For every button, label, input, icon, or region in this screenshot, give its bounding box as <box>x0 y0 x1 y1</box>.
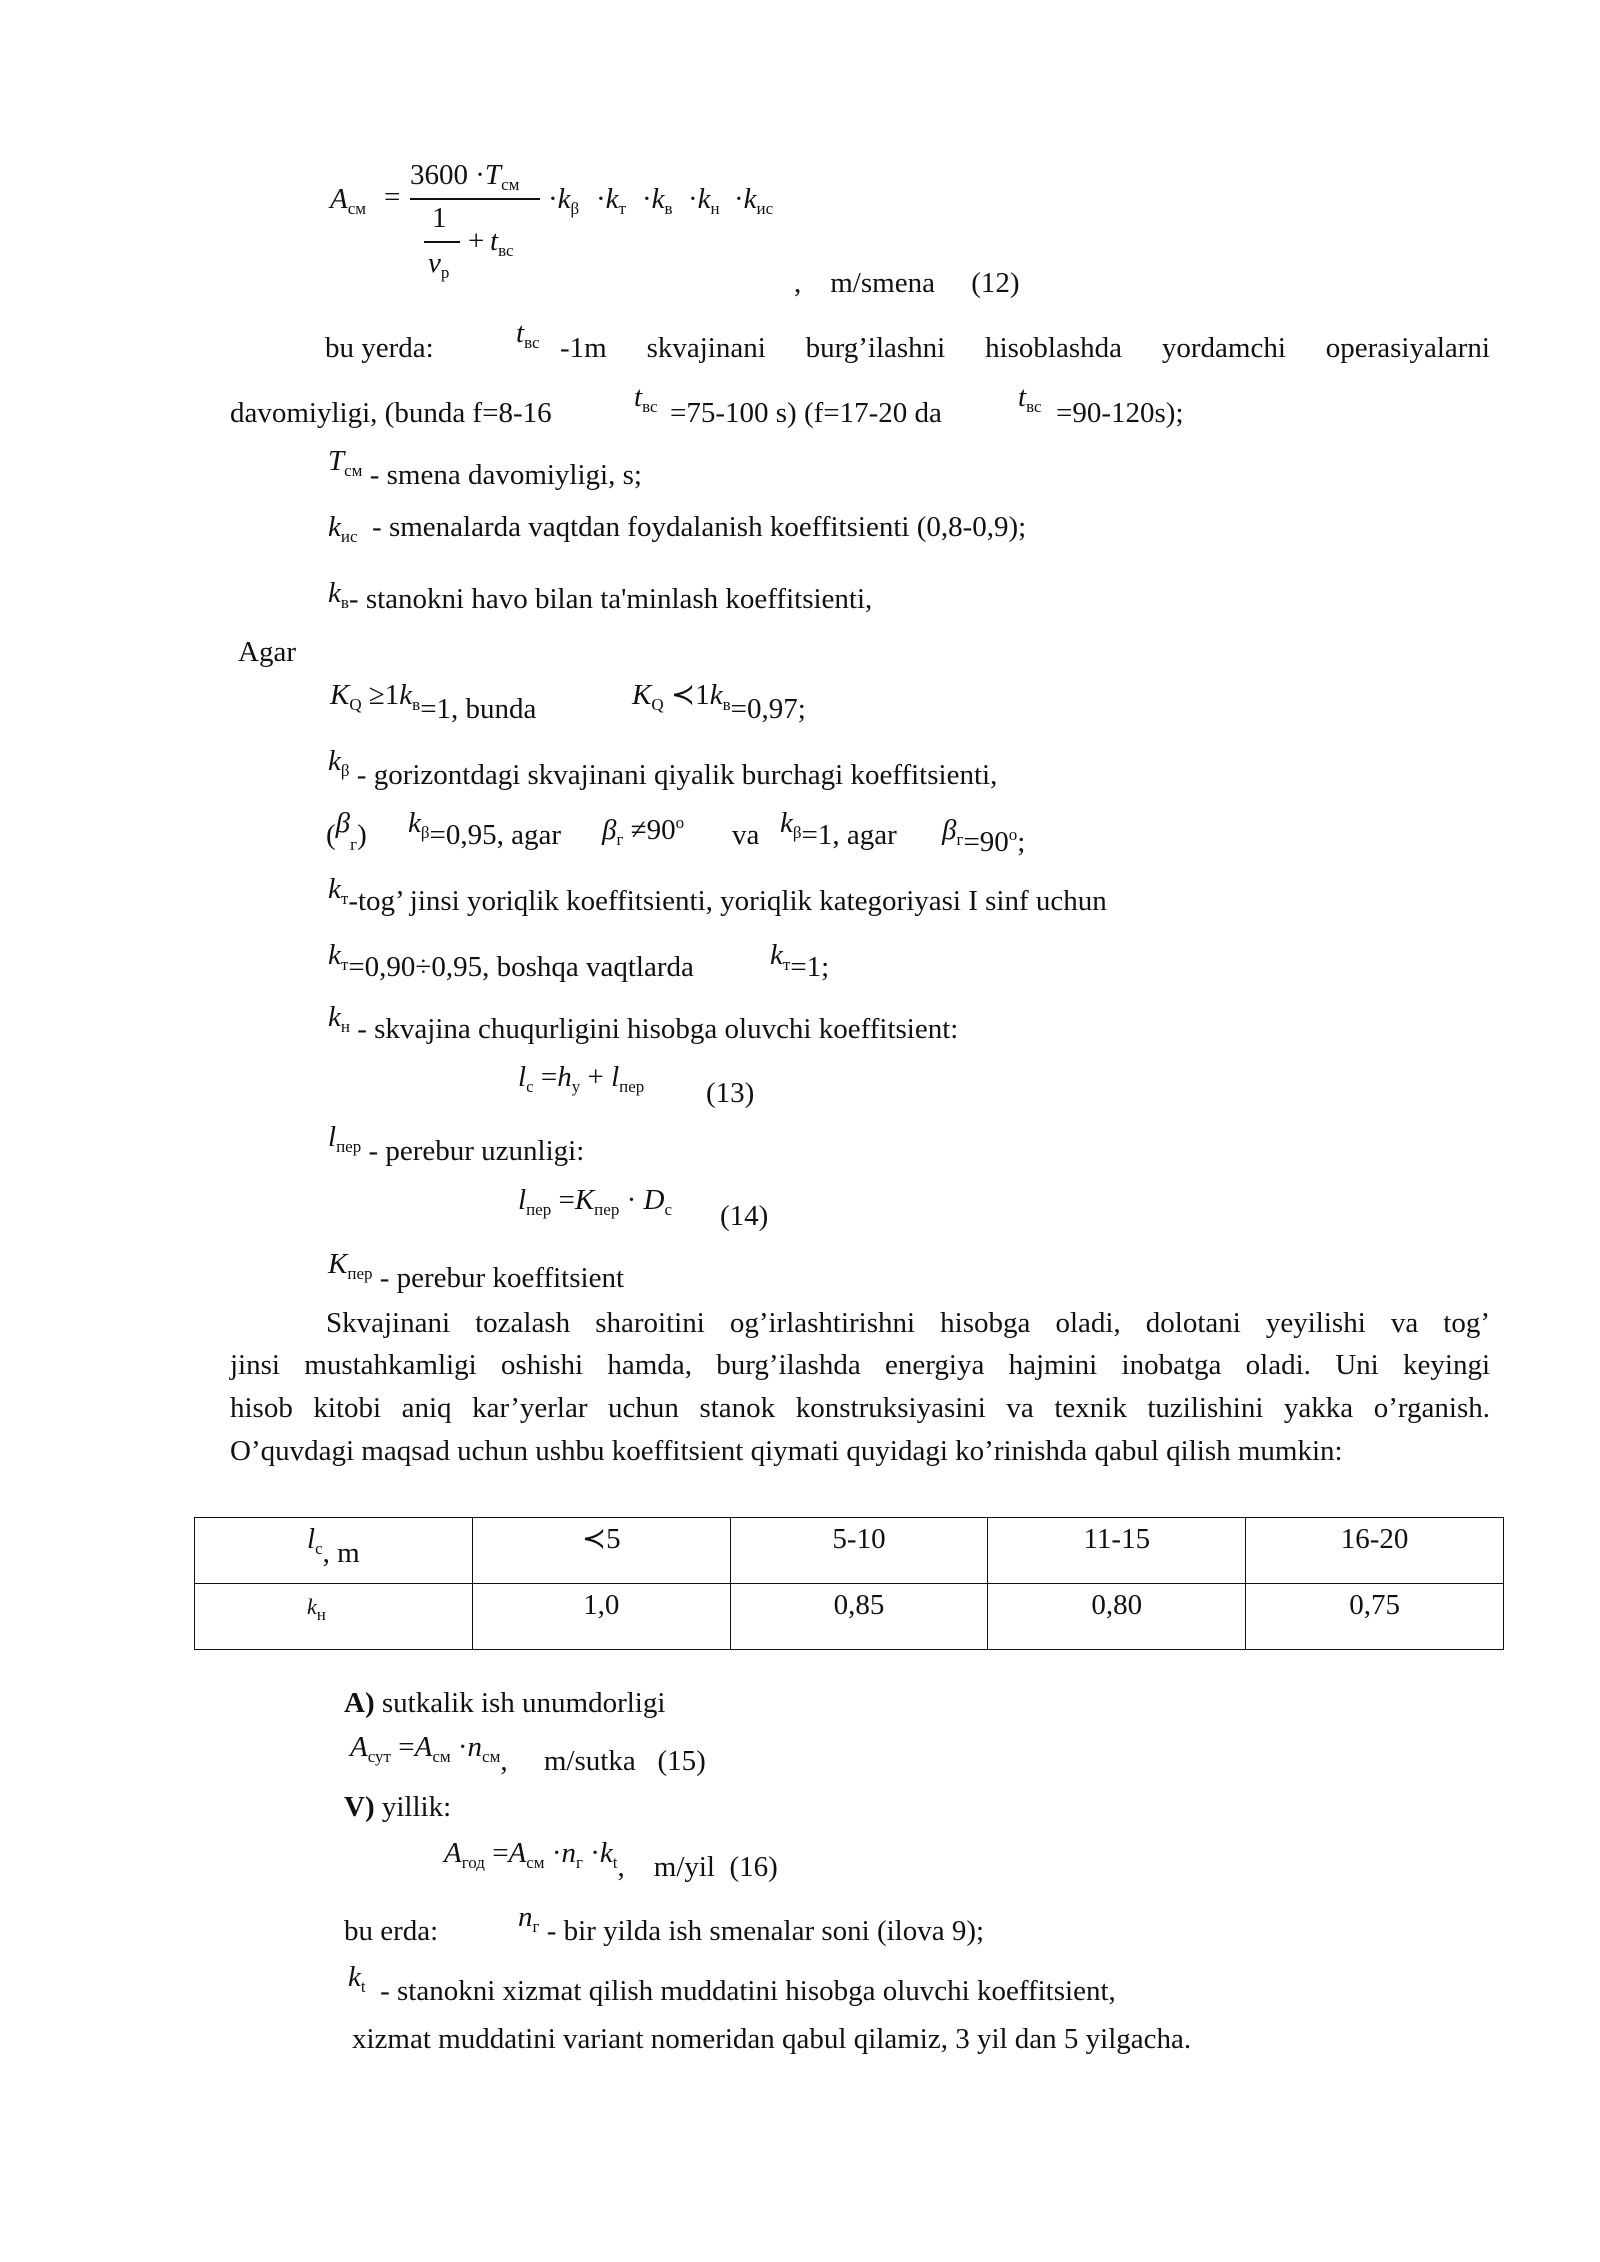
kb-line: $k_\beta$ - gorizontdagi skvajinani qiyalik burchagi koeffitsienti, <box>328 745 998 791</box>
label-bu-yerda: bu yerda: <box>325 332 434 364</box>
table-cell: 11-15 <box>988 1518 1246 1584</box>
formula-factor: $\cdot k_\beta$ <box>548 183 580 218</box>
tsm-line: $T_{см}$ - smena davomiyligi, s; <box>328 445 642 491</box>
kn-line: $k_н$ - skvajina chuqurligini hisobga oluvchi koeffitsient: <box>328 1001 959 1045</box>
formula-factor: $\cdot k_н$ <box>688 183 720 218</box>
var-tvs: $t_{вс}$ <box>634 381 658 416</box>
kb-one: $k_\beta=1$, agar <box>780 807 897 851</box>
kt-value-line: $k_т=0,90\div 0,95$, boshqa vaqtlarda <box>328 939 694 983</box>
kper-line: $K_{пер}$ - perebur koeffitsient <box>328 1248 625 1294</box>
formula-15: $A_{сут} =A_{см} \cdot n_{см}$, m/sutka (15) <box>350 1731 706 1777</box>
inner-fraction-bar <box>424 241 460 243</box>
table-cell: 0,80 <box>988 1584 1246 1650</box>
ng-line: $n_г$ - bir yilda ish smenalar soni (ilova 9); <box>518 1901 985 1947</box>
table-cell: 0,85 <box>730 1584 988 1650</box>
kv-line: $k_в-$ stanokni havo bilan ta'minlash koeffitsienti, <box>328 577 873 615</box>
var-tvs: $t_{вс}$ <box>516 317 540 352</box>
fraction-bar <box>410 198 540 200</box>
kq-condition-2: $K_Q$ $≺1k_в=0,97$; <box>632 679 806 725</box>
formula-13: $l_с =h_у + l_{пер}$ <box>518 1061 645 1096</box>
table-header-cell: $l_с$, m <box>195 1518 473 1584</box>
table-header-cell: $k_н$ <box>195 1584 473 1650</box>
paragraph-line: O’quvdagi maqsad uchun ushbu koeffitsient qiymati quyidagi ko’rinishda qabul qilish mumkin: <box>230 1435 1343 1467</box>
paragraph-line: Skvajinani tozalash sharoitini og’irlashtirishni hisobga oladi, dolotani yeyilishi va tog’ <box>326 1307 1490 1339</box>
kt-service-line: $k_t$ - stanokni xizmat qilish muddatini hisobga oluvchi koeffitsient, <box>348 1961 1116 2007</box>
formula-eq: = <box>384 181 401 213</box>
table-cell: 1,0 <box>472 1584 730 1650</box>
kt-line: $k_т$-tog’ jinsi yoriqlik koeffitsienti, yoriqlik kategoriyasi I sinf uchun <box>328 873 1107 917</box>
yearly-label: V) yillik: <box>344 1791 452 1823</box>
formula-denom-one: 1 <box>432 202 447 234</box>
kt-one: $k_т=1$; <box>770 939 830 983</box>
formula-denom-t: $t_{вс}$ <box>490 225 514 260</box>
paragraph-line: jinsi mustahkamligi oshishi hamda, burg’ilashda energiya hajmini inobatga oladi. Uni keyingi <box>230 1349 1490 1381</box>
formula-14-number: (14) <box>720 1200 769 1232</box>
davomiyligi-text-c: =90-120s); <box>1056 397 1184 429</box>
paragraph-line: hisob kitobi aniq kar’yerlar uchun stanok konstruksiyasini va texnik tuzilishini yakka o’rganish. <box>230 1392 1490 1424</box>
formula-13-number: (13) <box>706 1077 755 1109</box>
formula-factor: $\cdot k_{ис}$ <box>734 183 774 218</box>
davomiyligi-text-b: =75-100 s) (f=17-20 da <box>670 397 942 429</box>
table-row <box>195 1518 1504 1584</box>
kis-line: $k_{ис}$ - smenalarda vaqtdan foydalanish koeffitsienti (0,8-0,9); <box>328 511 1027 546</box>
table-cell: 16-20 <box>1246 1518 1504 1584</box>
table-cell: 0,75 <box>1246 1584 1504 1650</box>
label-va: va <box>732 819 760 851</box>
formula-unit: , m/smena (12) <box>794 267 1020 299</box>
coefficient-table <box>194 1517 1504 1650</box>
last-line: xizmat muddatini variant nomeridan qabul qilamiz, 3 yil dan 5 yilgacha. <box>352 2023 1192 2055</box>
table-cell: 5-10 <box>730 1518 988 1584</box>
formula-lhs: $A_{см}$ <box>330 183 367 218</box>
lper-line: $l_{пер}$ - perebur uzunligi: <box>328 1121 585 1167</box>
table-cell: ≺5 <box>472 1518 730 1584</box>
kq-condition: $K_Q \ge 1k_в=1$, bunda <box>330 679 537 725</box>
tvs-description: -1m skvajinani burg’ilashni hisoblashda yordamchi operasiyalarni <box>560 332 1490 364</box>
formula-numerator: $3600 \cdot T_{см}$ <box>410 159 520 194</box>
formula-denom-nu: $\nu_р$ <box>428 247 450 282</box>
label-bu-erda: bu erda: <box>344 1915 439 1947</box>
formula-14: $l_{пер} =K_{пер} \cdot D_с$ <box>518 1184 672 1219</box>
formula-factor: $\cdot k_т$ <box>596 183 626 218</box>
var-tvs: $t_{вс}$ <box>1018 381 1042 416</box>
davomiyligi-text: davomiyligi, (bunda f=8-16 <box>230 397 552 429</box>
formula-denom-plus: + <box>468 225 485 257</box>
daily-label: A) sutkalik ish unumdorligi <box>344 1687 666 1719</box>
formula-16: $A_{год} =A_{см} \cdot n_г \cdot k_t$, m/yil (16) <box>444 1837 778 1883</box>
beta-ne-90: $\beta_г \ne 90^o$ <box>602 813 685 849</box>
formula-factor: $\cdot k_в$ <box>642 183 673 218</box>
label-agar: Agar <box>238 636 296 668</box>
kb-value: $k_\beta=0,95$, agar <box>408 807 562 851</box>
kb-condition: $(\beta_г)$ <box>326 807 367 854</box>
beta-eq-90: $\beta_г=90^o$; <box>942 814 1026 858</box>
table-row <box>195 1584 1504 1650</box>
